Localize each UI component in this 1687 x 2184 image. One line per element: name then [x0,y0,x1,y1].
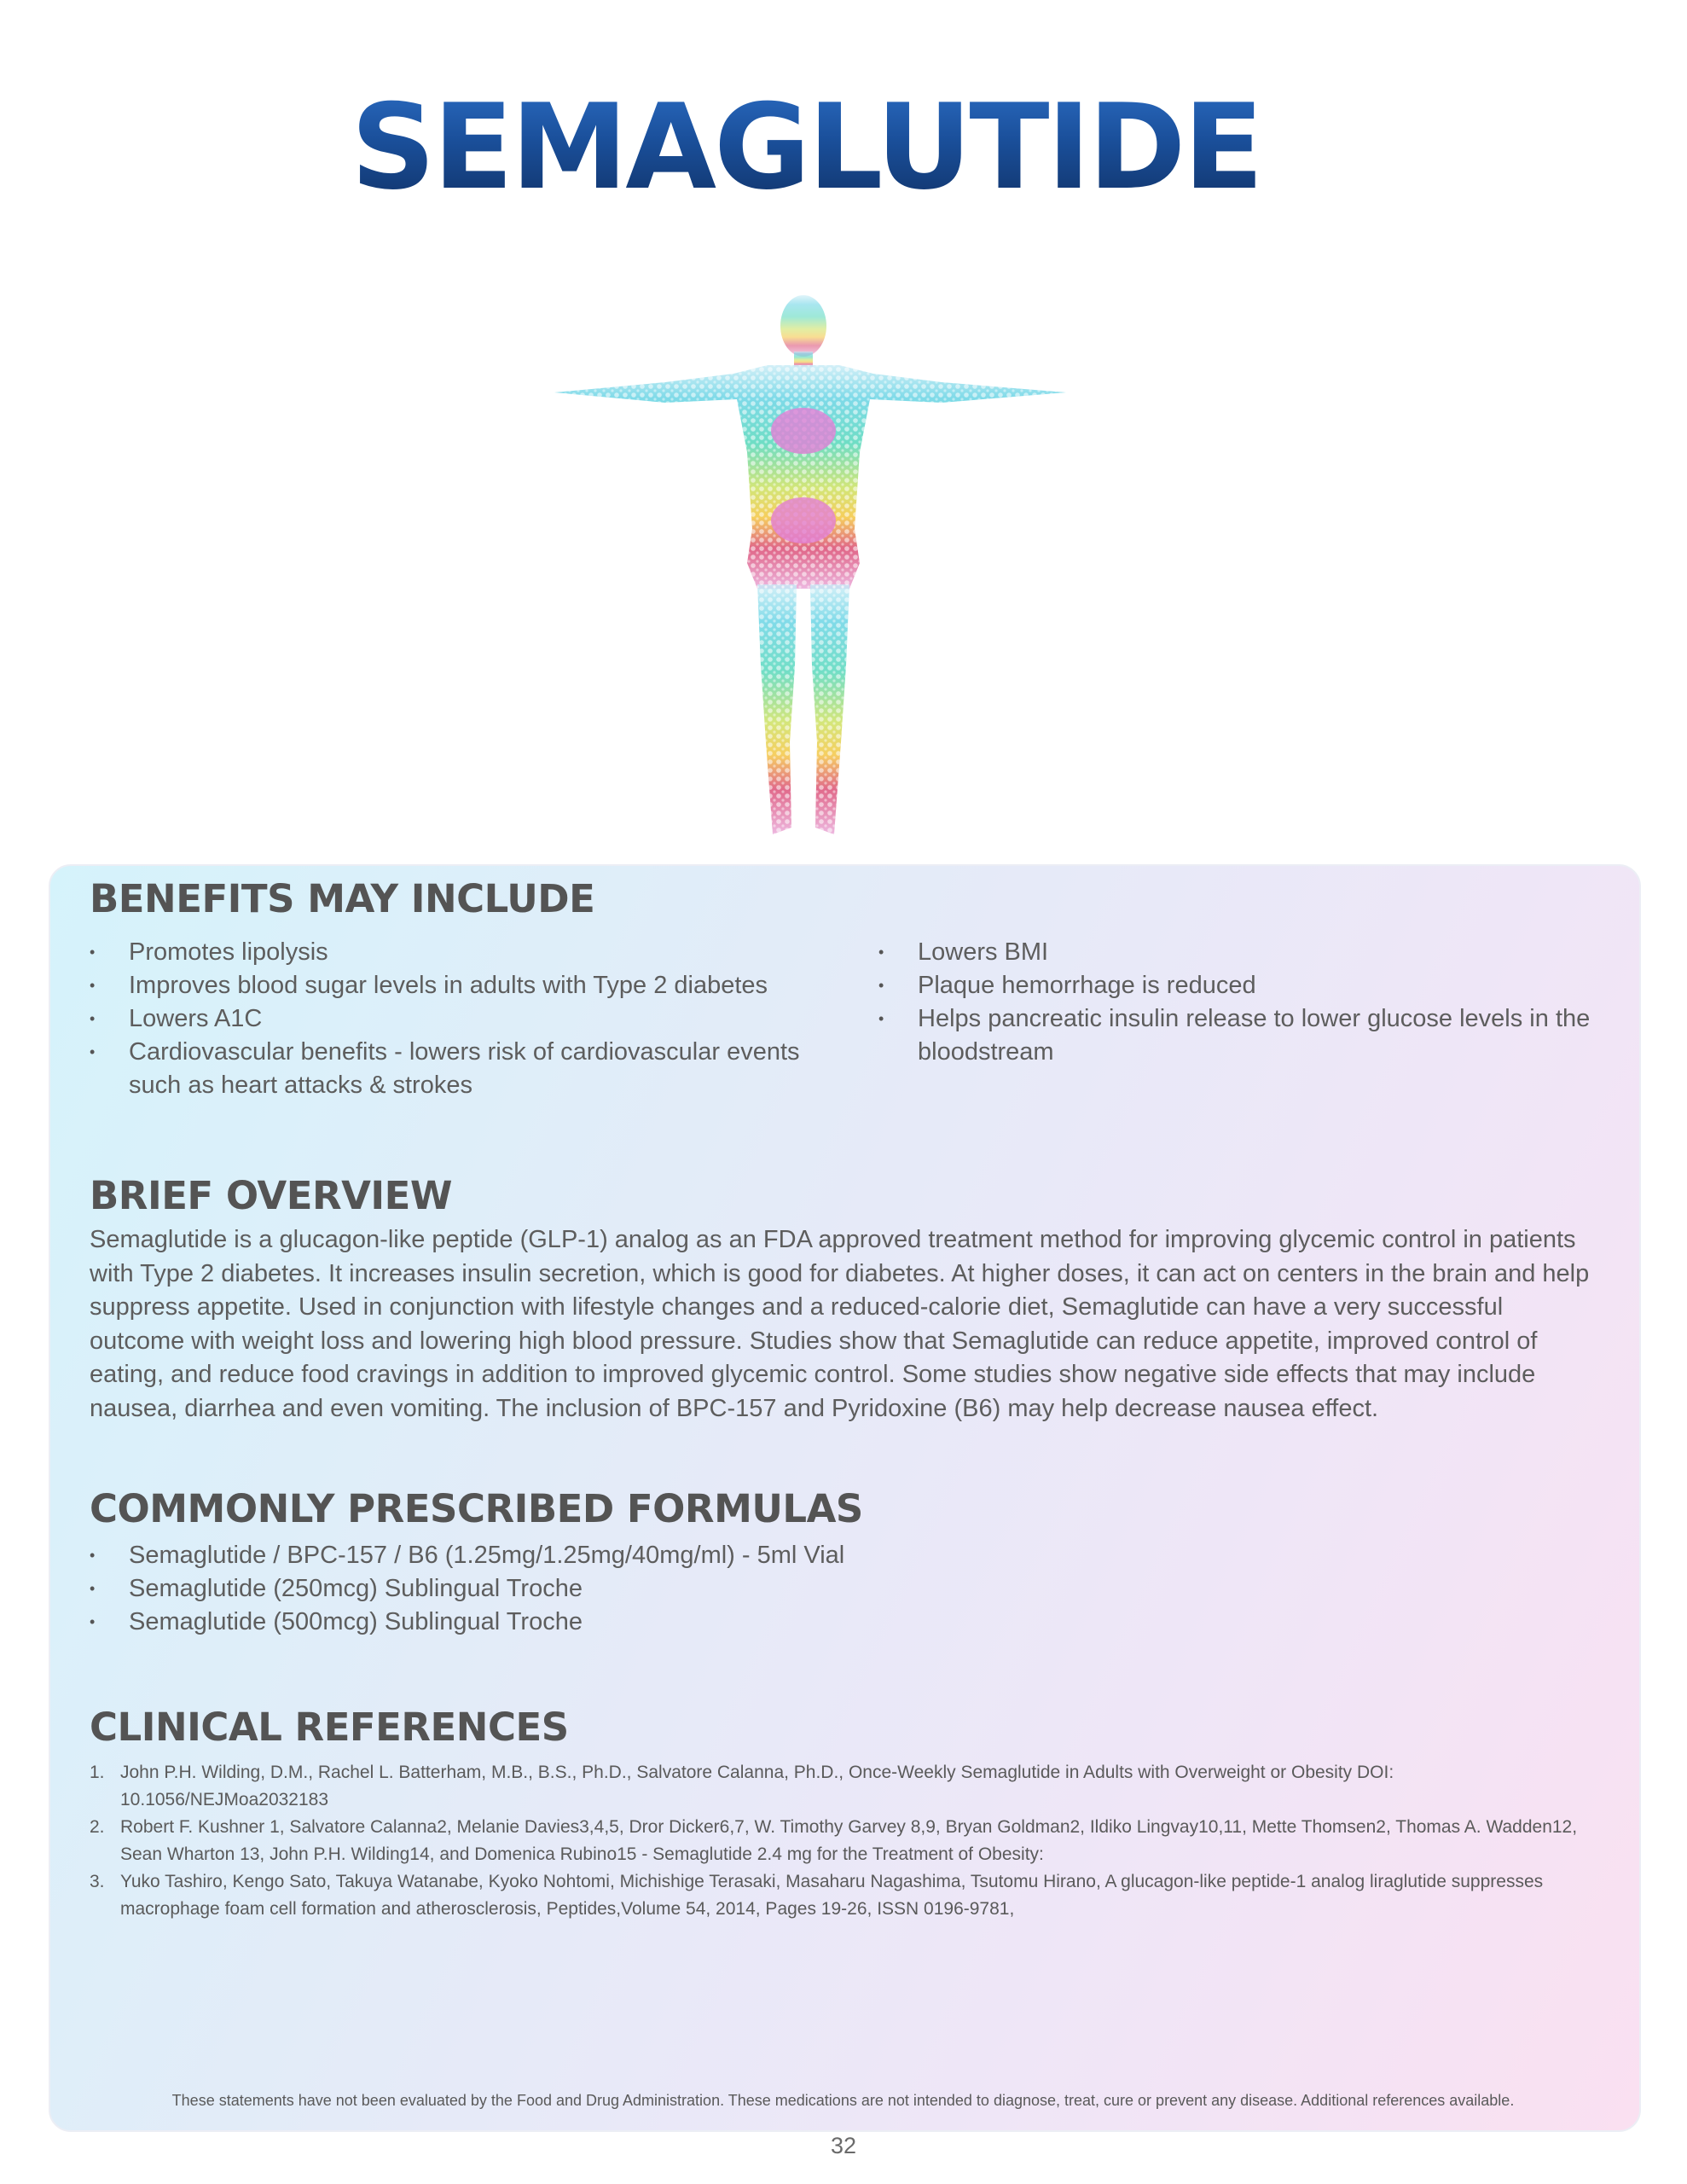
reference-text: Robert F. Kushner 1, Salvatore Calanna2, Melanie Davies3,4,5, Dror Dicker6,7, W. Timothy Garvey 8,9, Bryan Goldman2, Ildiko Lingvay10,11, Mette Thomsen2, Thomas A. Wadden12, Sean Wharton 13, John P.H. Wilding14, and Domenica Rubino15 - Semaglutide 2.4 mg for the Treatment of Obesity: [120,1817,1578,1864]
page-number: 32 [830,2133,857,2158]
overview-text: Semaglutide is a glucagon-like peptide (GLP-1) analog as an FDA approved treatment method for improving glycemic control in patients with Type 2 diabetes. It increases insulin secretion, which is good for diabetes. At higher doses, it can act on centers in the brain and help suppress appetite. Used in conjunction with lifestyle changes and a reduced-calorie diet, Semaglutide can have a very successful outcome with weight loss and lowering high blood pressure. Studies show that Semaglutide can reduce appetite, improved control of eating, and reduce food cravings in addition to improved glycemic control. Some studies show negative side effects that may include nausea, diarrhea and even vomiting. The inclusion of BPC-157 and Pyridoxine (B6) may help decrease nausea effect. [90,1226,1590,1422]
reference-item [90,1868,1599,1923]
human-body-dots-illustration [537,282,1083,845]
list-item: • Improves blood sugar levels in adults with Type 2 diabetes [90,969,840,1002]
list-item: • Semaglutide / BPC-157 / B6 (1.25mg/1.25mg/40mg/ml) - 5ml Vial [90,1539,1369,1572]
reference-text: Yuko Tashiro, Kengo Sato, Takuya Watanabe, Kyoko Nohtomi, Michishige Terasaki, Masaharu Nagashima, Tsutomu Hirano, A glucagon-like peptide-1 analog liraglutide suppresses macrophage foam cell formation and atherosclerosis, Peptides,Volume 54, 2014, Pages 19-26, ISSN 0196-9781, [120,1872,1544,1919]
overview-heading: BRIEF OVERVIEW [90,1173,453,1218]
benefits-heading: BENEFITS MAY INCLUDE [90,876,595,921]
benefits-list-right [878,936,1603,1069]
reference-number: 1. [90,1763,105,1782]
list-item: • Helps pancreatic insulin release to lower glucose levels in the bloodstream [878,1002,1603,1069]
benefits-list-left [90,936,840,1102]
reference-item [90,1759,1599,1814]
reference-number: 2. [90,1817,105,1837]
list-item: • Cardiovascular benefits - lowers risk of cardiovascular events such as heart attacks & strokes [90,1036,840,1102]
list-item: • Lowers BMI [878,936,1603,969]
disclaimer-text: These statements have not been evaluated by the Food and Drug Administration. These medications are not intended to diagnose, treat, cure or prevent any disease. Additional references available. [171,2092,1515,2109]
list-item: • Semaglutide (500mcg) Sublingual Troche [90,1606,1369,1639]
references-list [90,1759,1599,1923]
list-item: • Plaque hemorrhage is reduced [878,969,1603,1002]
reference-number: 3. [90,1872,105,1891]
list-item: • Lowers A1C [90,1002,840,1036]
reference-item [90,1814,1599,1868]
list-item: • Promotes lipolysis [90,936,840,969]
page-title: SEMAGLUTIDE [0,75,1612,220]
reference-text: John P.H. Wilding, D.M., Rachel L. Batterham, M.B., B.S., Ph.D., Salvatore Calanna, Ph.D., Once-Weekly Semaglutide in Adults with Overweight or Obesity DOI: 10.1056/NEJMoa2032183 [120,1763,1394,1809]
formulas-list [90,1539,1369,1639]
references-heading: CLINICAL REFERENCES [90,1705,569,1750]
list-item: • Semaglutide (250mcg) Sublingual Troche [90,1572,1369,1606]
formulas-heading: COMMONLY PRESCRIBED FORMULAS [90,1486,863,1531]
